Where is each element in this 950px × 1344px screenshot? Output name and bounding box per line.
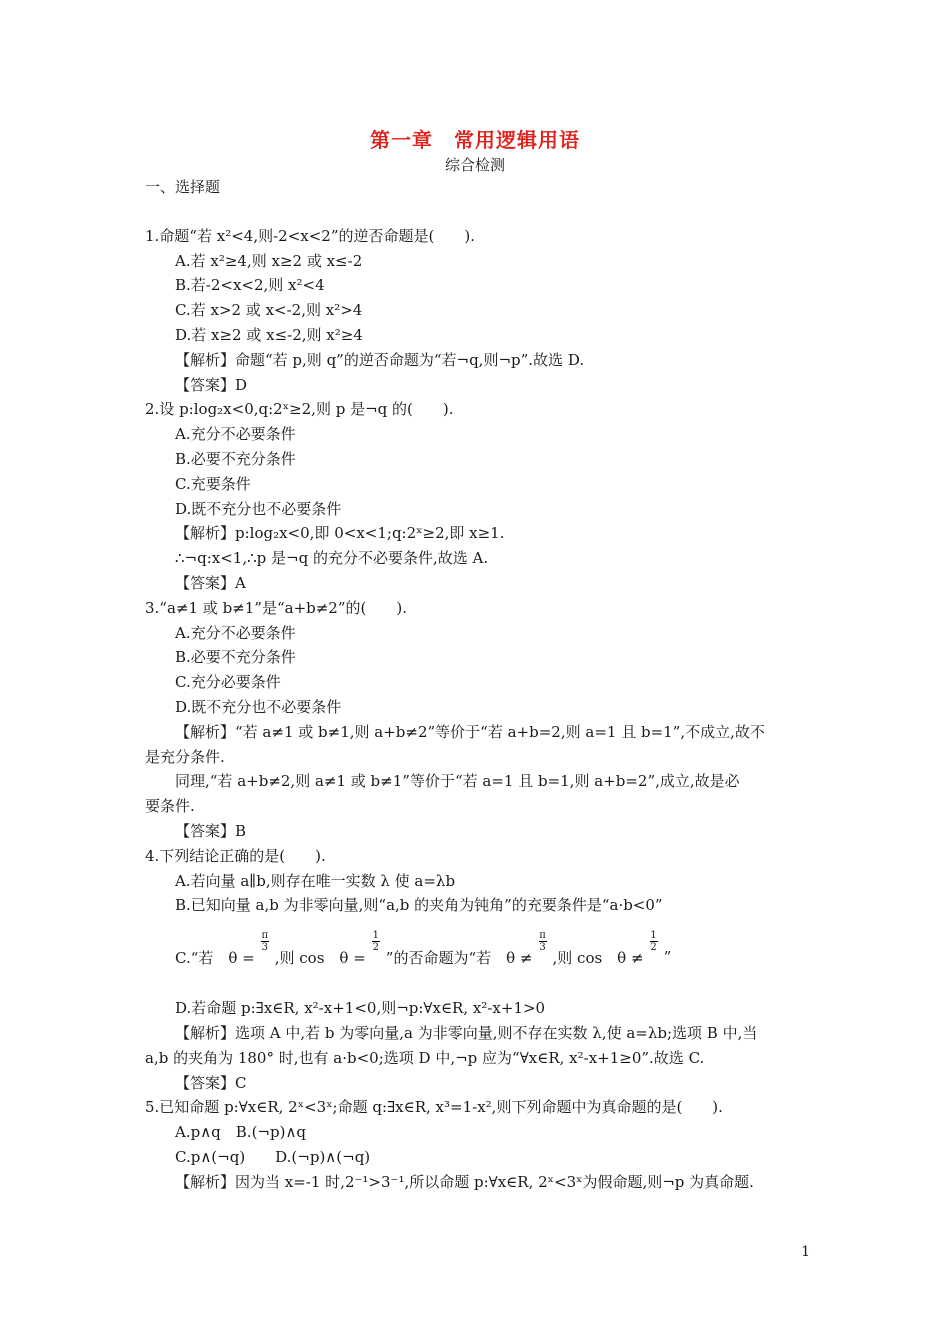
q2-option-b: B.必要不充分条件 [175,449,296,468]
q4-option-c [145,918,815,996]
q5-options-ab: A.p∧q B.(¬p)∧q [175,1123,307,1142]
q1-analysis: 【解析】命题“若 p,则 q”的逆否命题为“若¬q,则¬p”.故选 D. [175,350,585,369]
page-number: 1 [801,1244,810,1260]
q3-analysis-1b: 是充分条件. [145,747,225,766]
q4-answer: 【答案】C [175,1073,247,1092]
q4-analysis-1: 【解析】选项 A 中,若 b 为零向量,a 为非零向量,则不存在实数 λ,使 a=λb;选项 B 中,当 [175,1023,758,1042]
q4-option-c-part3: ”的否命题为“若 θ ≠ [385,948,533,967]
fraction-numerator: π [539,929,546,941]
q1-answer: 【答案】D [175,375,248,394]
q2-option-d: D.既不充分也不必要条件 [175,499,342,518]
q1-option-b: B.若-2<x<2,则 x²<4 [175,276,325,295]
q4-analysis-2: a,b 的夹角为 180° 时,也有 a·b<0;选项 D 中,¬p 应为“∀x∈R, x²-x+1≥0”.故选 C. [145,1048,705,1067]
section-heading: 一、选择题 [145,178,221,196]
document-body [145,175,815,1194]
fraction-pi-over-3 [261,930,269,953]
q4-option-a: A.若向量 a∥b,则存在唯一实数 λ 使 a=λb [175,871,456,890]
q3-stem: 3.“a≠1 或 b≠1”是“a+b≠2”的( ). [145,598,407,617]
chapter-subtitle: 综合检测 [444,156,505,174]
q2-analysis-1: 【解析】p:log₂x<0,即 0<x<1;q:2ˣ≥2,即 x≥1. [175,524,505,543]
q4-option-c-part4: ,则 cos θ ≠ [552,948,644,967]
q2-analysis-2: ∴¬q:x<1,∴p 是¬q 的充分不必要条件,故选 A. [175,549,489,568]
fraction-denominator: 2 [650,941,657,953]
q3-analysis-1a: 【解析】“若 a≠1 或 b≠1,则 a+b≠2”等价于“若 a+b=2,则 a=1 且 b=1”,不成立,故不 [175,722,765,741]
q3-option-d: D.既不充分也不必要条件 [175,697,342,716]
q4-option-c-part2: ,则 cos θ = [274,948,366,967]
q3-analysis-2b: 要条件. [145,797,195,816]
q3-analysis-2a: 同理,“若 a+b≠2,则 a≠1 或 b≠1”等价于“若 a=1 且 b=1,则 a+b=2”,成立,故是必 [175,772,740,791]
q5-analysis: 【解析】因为当 x=-1 时,2⁻¹>3⁻¹,所以命题 p:∀x∈R, 2ˣ<3ˣ为假命题,则¬p 为真命题. [175,1172,754,1191]
fraction-pi-over-3 [539,930,547,953]
q2-option-c: C.充要条件 [175,474,251,493]
q3-option-b: B.必要不充分条件 [175,648,296,667]
fraction-numerator: π [261,929,269,941]
q4-option-c-part1: C.“若 θ = [175,948,255,967]
q3-option-a: A.充分不必要条件 [175,623,296,642]
fraction-numerator: 1 [650,929,657,941]
q4-option-d: D.若命题 p:∃x∈R, x²-x+1<0,则¬p:∀x∈R, x²-x+1>0 [175,999,546,1018]
fraction-denominator: 3 [261,941,268,953]
q5-stem: 5.已知命题 p:∀x∈R, 2ˣ<3ˣ;命题 q:∃x∈R, x³=1-x²,则下列命题中为真命题的是( ). [145,1098,723,1117]
q1-option-d: D.若 x≥2 或 x≤-2,则 x²≥4 [175,325,363,344]
fraction-numerator: 1 [372,929,379,941]
fraction-denominator: 3 [539,941,546,953]
q1-option-a: A.若 x²≥4,则 x≥2 或 x≤-2 [175,251,363,270]
fraction-one-half [650,930,658,953]
q1-option-c: C.若 x>2 或 x<-2,则 x²>4 [175,301,363,320]
q4-stem: 4.下列结论正确的是( ). [145,846,326,865]
chapter-title: 第一章 常用逻辑用语 [370,128,580,152]
q2-answer: 【答案】A [175,573,246,592]
q3-option-c: C.充分必要条件 [175,673,281,692]
q4-option-c-part5: ” [663,948,672,967]
q4-option-b: B.已知向量 a,b 为非零向量,则“a,b 的夹角为钝角”的充要条件是“a·b<0” [175,896,663,915]
fraction-one-half [372,930,380,953]
q2-option-a: A.充分不必要条件 [175,425,296,444]
q1-stem: 1.命题“若 x²<4,则-2<x<2”的逆否命题是( ). [145,226,475,245]
fraction-denominator: 2 [372,941,379,953]
q3-answer: 【答案】B [175,821,247,840]
q5-options-cd: C.p∧(¬q) D.(¬p)∧(¬q) [175,1147,371,1166]
q2-stem: 2.设 p:log₂x<0,q:2ˣ≥2,则 p 是¬q 的( ). [145,400,454,419]
